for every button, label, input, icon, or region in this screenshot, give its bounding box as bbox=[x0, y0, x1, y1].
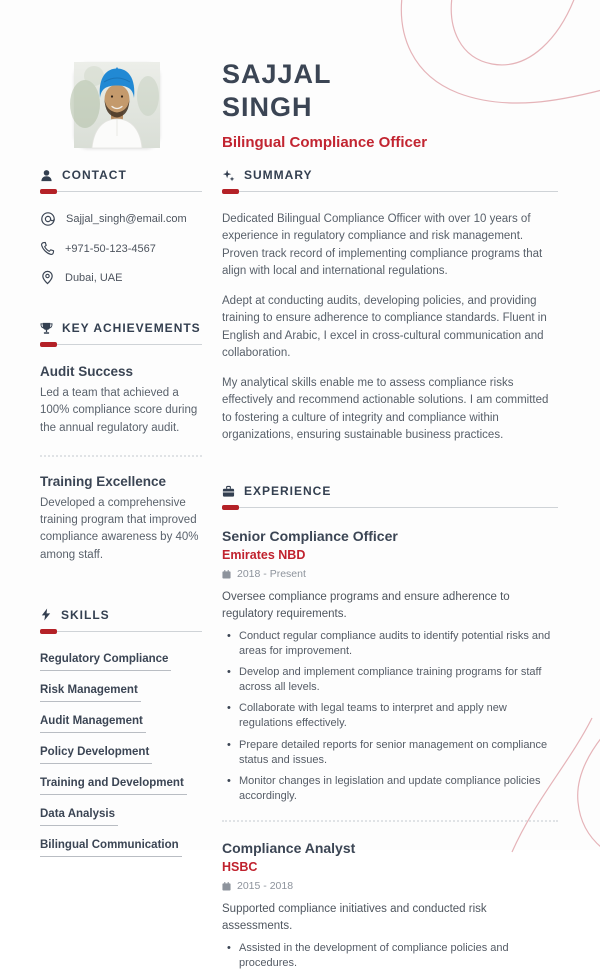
job-bullet: • Collaborate with legal teams to interpret and apply new regulations effectively. bbox=[222, 701, 558, 731]
contact-email-row bbox=[40, 211, 202, 227]
job-bullet: • Prepare detailed reports for senior management on compliance status and issues. bbox=[222, 738, 558, 768]
contact-location-row bbox=[40, 270, 202, 285]
experience-heading-label: EXPERIENCE bbox=[244, 484, 332, 498]
achievements-heading-label: KEY ACHIEVEMENTS bbox=[62, 321, 201, 335]
section-divider bbox=[222, 505, 558, 510]
job-title: Compliance Analyst bbox=[222, 840, 356, 857]
achievements-section-heading bbox=[40, 321, 202, 335]
job-dates-value: 2015 - 2018 bbox=[237, 880, 294, 893]
achievement-item bbox=[40, 364, 202, 437]
contact-phone-row bbox=[40, 241, 202, 256]
job-description: Supported compliance initiatives and conducted risk assessments. bbox=[222, 903, 487, 933]
skill-label: Bilingual Communication bbox=[40, 839, 182, 857]
job-dates-row bbox=[222, 880, 558, 892]
job-company: Emirates NBD bbox=[222, 548, 306, 562]
main-content bbox=[222, 168, 558, 977]
job-dates-row bbox=[222, 568, 558, 580]
job-bullet-list bbox=[222, 629, 558, 805]
skills-section-heading bbox=[40, 608, 202, 622]
skill-label: Risk Management bbox=[40, 684, 141, 702]
skill-item bbox=[40, 804, 202, 826]
job-entry bbox=[222, 528, 558, 804]
job-bullet-list bbox=[222, 941, 558, 971]
person-job-title: Bilingual Compliance Officer bbox=[222, 133, 428, 151]
contact-location-value: Dubai, UAE bbox=[65, 271, 123, 284]
person-first-name: SAJJAL bbox=[222, 59, 332, 89]
sparkle-icon bbox=[222, 169, 235, 182]
email-icon bbox=[40, 211, 56, 227]
section-divider bbox=[40, 342, 202, 347]
achievement-title: Training Excellence bbox=[40, 473, 167, 489]
job-bullet: • Develop and implement compliance training programs for staff across all levels. bbox=[222, 665, 558, 695]
experience-section-heading bbox=[222, 484, 558, 498]
briefcase-icon bbox=[222, 485, 235, 498]
contact-heading-label: CONTACT bbox=[62, 168, 127, 182]
job-dates-value: 2018 - Present bbox=[237, 568, 306, 580]
section-divider bbox=[40, 629, 202, 634]
job-title: Senior Compliance Officer bbox=[222, 528, 398, 544]
achievement-item bbox=[40, 474, 202, 564]
calendar-icon bbox=[222, 882, 231, 891]
job-entry bbox=[222, 840, 558, 971]
skill-label: Data Analysis bbox=[40, 808, 118, 826]
skills-list bbox=[40, 649, 202, 857]
skill-label: Regulatory Compliance bbox=[40, 653, 171, 671]
profile-photo-illustration bbox=[74, 62, 160, 148]
lightning-bolt-icon bbox=[40, 608, 52, 621]
contact-phone-value: +971-50-123-4567 bbox=[65, 242, 156, 255]
skill-label: Policy Development bbox=[40, 746, 152, 764]
skill-item bbox=[40, 773, 202, 795]
person-icon bbox=[40, 169, 53, 182]
profile-photo bbox=[74, 62, 160, 148]
skill-item bbox=[40, 649, 202, 671]
person-last-name: SINGH bbox=[222, 91, 313, 122]
location-icon bbox=[40, 270, 55, 285]
job-bullet: • Assisted in the development of compliance policies and procedures. bbox=[222, 941, 558, 971]
trophy-icon bbox=[40, 322, 53, 335]
summary-paragraph: My analytical skills enable me to assess compliance risks effectively and recommend actionable solutions. I am committed to fostering a culture of integrity and compliance within organizations, ensuring sustainable business practices. bbox=[222, 377, 549, 441]
skill-label: Training and Development bbox=[40, 777, 187, 795]
section-divider bbox=[222, 189, 558, 194]
summary-section-heading bbox=[222, 168, 558, 182]
skill-item bbox=[40, 835, 202, 857]
achievement-description: Developed a comprehensive training program that improved compliance awareness by 40% among staff. bbox=[40, 496, 199, 561]
dotted-separator bbox=[40, 455, 202, 457]
skill-item bbox=[40, 742, 202, 764]
contact-email-value: Sajjal_singh@email.com bbox=[66, 213, 187, 225]
job-description: Oversee compliance programs and ensure adherence to regulatory requirements. bbox=[222, 591, 510, 621]
summary-paragraph: Dedicated Bilingual Compliance Officer with over 10 years of experience in regulatory compliance and risk management. Proven track record of implementing compliance programs that align with local and international regulations. bbox=[222, 213, 543, 277]
skill-label: Audit Management bbox=[40, 715, 146, 733]
skill-item bbox=[40, 711, 202, 733]
sidebar bbox=[40, 168, 202, 866]
phone-icon bbox=[40, 241, 55, 256]
contact-list bbox=[40, 211, 202, 285]
achievement-description: Led a team that achieved a 100% compliance score during the annual regulatory audit. bbox=[40, 387, 198, 434]
dotted-separator bbox=[222, 820, 558, 822]
person-name bbox=[222, 58, 427, 124]
skill-item bbox=[40, 680, 202, 702]
job-company: HSBC bbox=[222, 860, 258, 875]
job-bullet: • Conduct regular compliance audits to identify potential risks and areas for improvement. bbox=[222, 629, 558, 659]
contact-section-heading bbox=[40, 168, 202, 182]
job-bullet: • Monitor changes in legislation and update compliance policies accordingly. bbox=[222, 774, 558, 804]
skills-heading-label: SKILLS bbox=[61, 607, 110, 622]
achievement-title: Audit Success bbox=[40, 364, 134, 379]
summary-paragraph: Adept at conducting audits, developing policies, and providing training to ensure adherence to compliance standards. Fluent in English and Arabic, I excel in cross-cultural communication and collaboration. bbox=[222, 295, 547, 359]
summary-heading-label: SUMMARY bbox=[244, 168, 313, 182]
section-divider bbox=[40, 189, 202, 194]
calendar-icon bbox=[222, 570, 231, 579]
